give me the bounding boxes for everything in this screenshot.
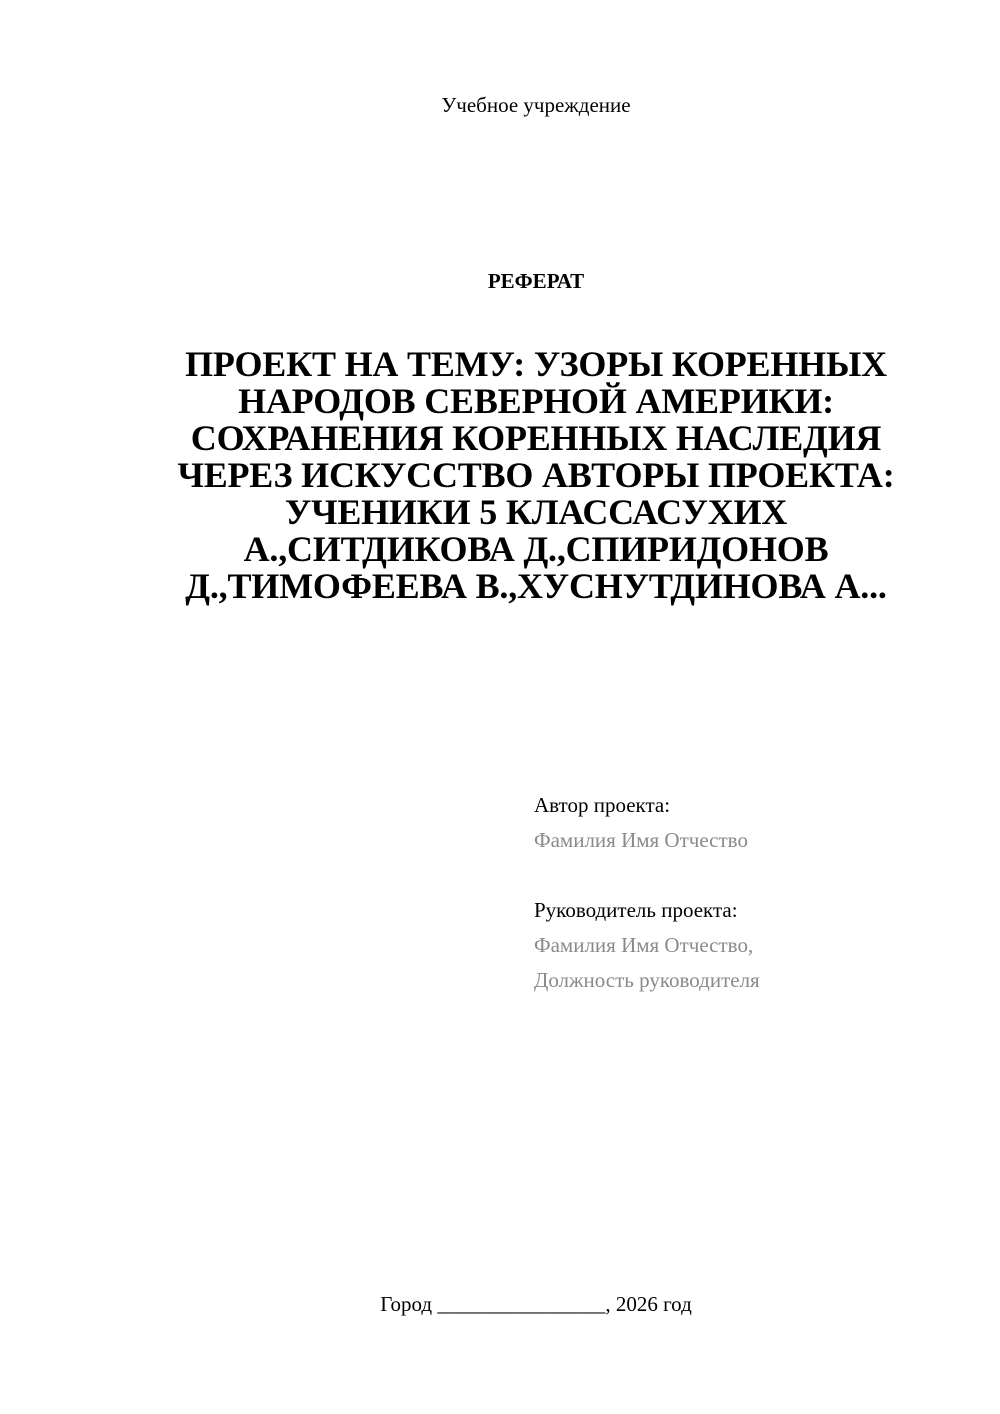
- topic-line: НАРОДОВ СЕВЕРНОЙ АМЕРИКИ:: [238, 381, 834, 421]
- author-name: Фамилия Имя Отчество: [534, 828, 748, 852]
- topic-line: ЧЕРЕЗ ИСКУССТВО АВТОРЫ ПРОЕКТА:: [177, 455, 895, 495]
- topic-line: СОХРАНЕНИЯ КОРЕННЫХ НАСЛЕДИЯ: [190, 418, 882, 458]
- supervisor-label: Руководитель проекта:: [534, 898, 738, 922]
- document-topic: [130, 346, 942, 605]
- author-label: Автор проекта:: [534, 793, 671, 817]
- credits-block: [534, 788, 974, 998]
- topic-line: ПРОЕКТ НА ТЕМУ: УЗОРЫ КОРЕННЫХ: [185, 344, 887, 384]
- document-type: РЕФЕРАТ: [487, 269, 585, 293]
- topic-line: УЧЕНИКИ 5 КЛАССАСУХИХ: [284, 492, 788, 532]
- supervisor-position: Должность руководителя: [534, 968, 760, 992]
- topic-line: А.,СИТДИКОВА Д.,СПИРИДОНОВ: [243, 529, 829, 569]
- city-year-footer: Город ________________, 2026 год: [380, 1292, 692, 1316]
- institution-name: Учебное учреждение: [441, 93, 631, 117]
- supervisor-name: Фамилия Имя Отчество,: [534, 933, 754, 957]
- topic-line: Д.,ТИМОФЕЕВА В.,ХУСНУТДИНОВА А...: [185, 566, 887, 606]
- credits-spacer: [534, 858, 974, 893]
